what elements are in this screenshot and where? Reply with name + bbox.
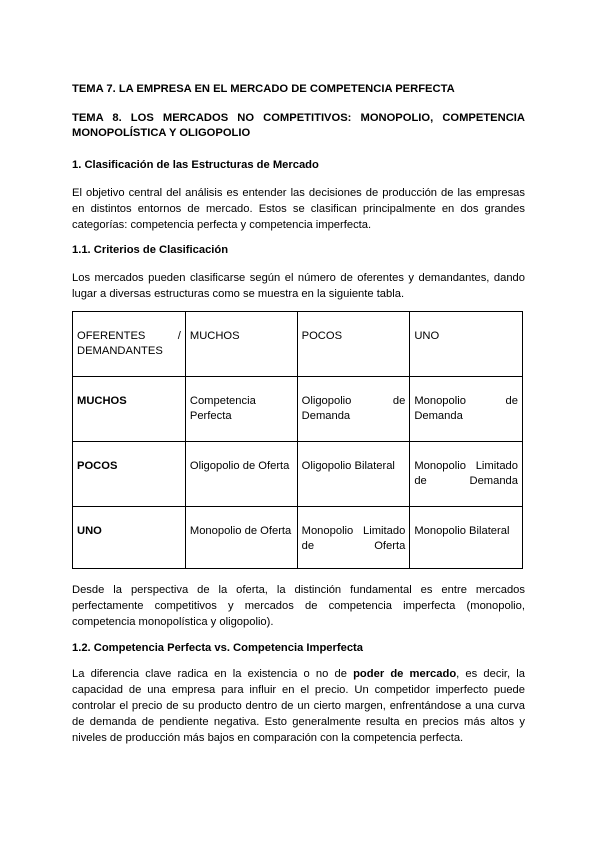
after-table-body: Desde la perspectiva de la oferta, la distinción fundamental es entre mercados perfectamente competitivos y mercados de competencia imperfecta (monopolio, competencia monopolística y oligopolio). xyxy=(72,584,525,628)
section-1-2-body-end: , es decir, la capacidad de una empresa para influir en el precio. Un competidor imperfecto puede controlar el precio de su producto dentro de un cierto margen, enfrentándose a una curva de demanda de pendiente negativa. Esto generalmente resulta en precios más altos y niveles de producción más bajos en comparación con la competencia perfecta. xyxy=(72,668,526,744)
market-power-term: poder de mercado xyxy=(353,668,457,680)
table-cell: Monopolio Bilateral xyxy=(410,507,523,569)
table-corner-cell: OFERENTES / DEMANDANTES xyxy=(73,312,186,377)
table-row-header: UNO xyxy=(73,507,186,569)
table-row-header: POCOS xyxy=(73,442,186,507)
table-row xyxy=(73,442,523,507)
table-cell: Monopolio de Demanda xyxy=(410,377,523,442)
table-cell: Oligopolio de Oferta xyxy=(185,442,297,507)
section-1-1-body: Los mercados pueden clasificarse según el número de oferentes y demandantes, dando lugar a diversas estructuras como se muestra en la siguiente tabla. xyxy=(72,272,525,300)
section-1-body: El objetivo central del análisis es entender las decisiones de producción de las empresas en distintos entornos de mercado. Estos se clasifican principalmente en dos grandes categorías: competencia perfecta y competencia imperfecta. xyxy=(72,187,525,231)
table-cell: Monopolio Limitado de Oferta xyxy=(297,507,410,569)
title-tema-8: TEMA 8. LOS MERCADOS NO COMPETITIVOS: MONOPOLIO, COMPETENCIA MONOPOLÍSTICA Y OLIGOPOLIO xyxy=(72,112,525,139)
table-cell: Monopolio Limitado de Demanda xyxy=(410,442,523,507)
table-cell: Monopolio de Oferta xyxy=(185,507,297,569)
table-cell: Oligopolio de Demanda xyxy=(297,377,410,442)
title-tema-7: TEMA 7. LA EMPRESA EN EL MERCADO DE COMPETENCIA PERFECTA xyxy=(72,83,455,95)
section-1-2-body-start: La diferencia clave radica en la existencia o no de xyxy=(72,668,354,680)
table-row xyxy=(73,377,523,442)
table-column-header: UNO xyxy=(410,312,523,377)
table-header-row xyxy=(73,312,523,377)
section-1-2-body xyxy=(72,666,525,746)
table-row-header: MUCHOS xyxy=(73,377,186,442)
table-cell: Oligopolio Bilateral xyxy=(297,442,410,507)
table-column-header: POCOS xyxy=(297,312,410,377)
table-cell: Competencia Perfecta xyxy=(185,377,297,442)
table-column-header: MUCHOS xyxy=(185,312,297,377)
table-row xyxy=(73,507,523,569)
section-1-2-heading: 1.2. Competencia Perfecta vs. Competencia Imperfecta xyxy=(72,642,363,654)
market-structure-table xyxy=(72,311,523,569)
section-1-1-heading: 1.1. Criterios de Clasificación xyxy=(72,244,229,256)
section-1-heading: 1. Clasificación de las Estructuras de Mercado xyxy=(72,159,319,171)
